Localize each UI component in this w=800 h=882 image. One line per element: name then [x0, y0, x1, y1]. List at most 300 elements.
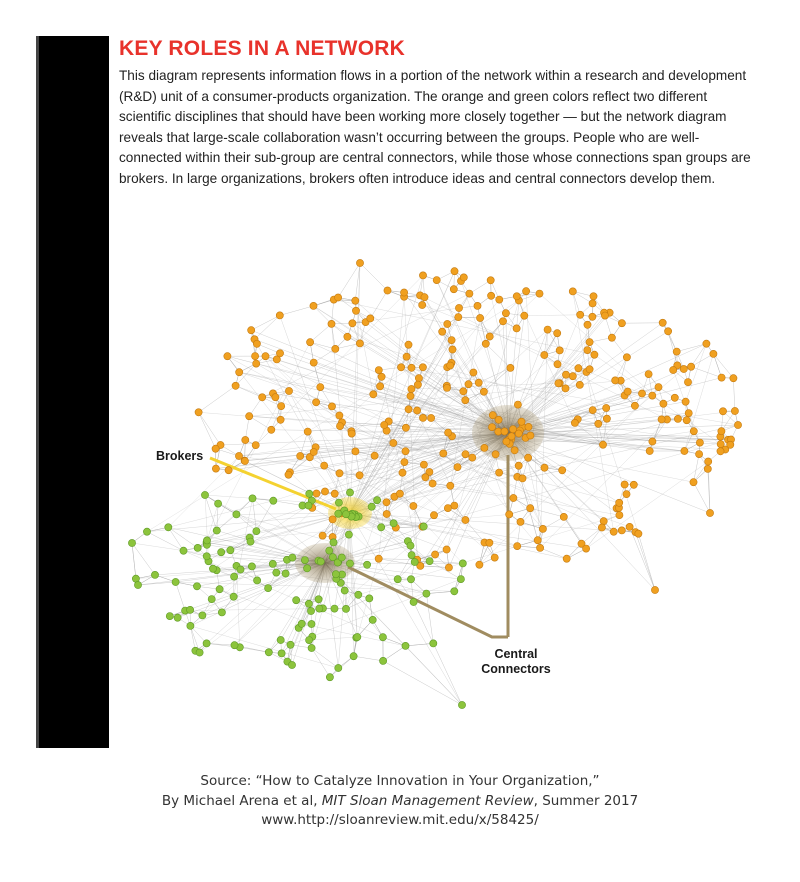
green-node	[265, 585, 272, 592]
orange-node	[401, 459, 408, 466]
green-node	[354, 633, 361, 640]
orange-node	[336, 412, 343, 419]
network-edge	[199, 386, 236, 413]
orange-node	[465, 381, 472, 388]
green-node	[335, 510, 342, 517]
network-edge	[312, 648, 330, 677]
green-node	[402, 642, 409, 649]
orange-node	[272, 394, 279, 401]
orange-node	[680, 365, 687, 372]
orange-node	[443, 546, 450, 553]
orange-node	[398, 364, 405, 371]
green-node	[331, 605, 338, 612]
orange-node	[541, 351, 548, 358]
orange-node	[383, 510, 390, 517]
orange-node	[513, 325, 520, 332]
orange-node	[623, 491, 630, 498]
network-nodes	[128, 259, 741, 708]
orange-node	[252, 442, 259, 449]
orange-node	[665, 328, 672, 335]
orange-node	[655, 384, 662, 391]
orange-node	[683, 417, 690, 424]
green-node	[369, 616, 376, 623]
orange-node	[562, 371, 569, 378]
orange-node	[514, 543, 521, 550]
green-node	[218, 609, 225, 616]
orange-node	[449, 346, 456, 353]
orange-node	[462, 516, 469, 523]
network-edge	[638, 534, 655, 590]
green-node	[287, 641, 294, 648]
orange-node	[460, 388, 467, 395]
orange-node	[696, 439, 703, 446]
network-edge	[338, 263, 360, 298]
orange-node	[612, 377, 619, 384]
orange-node	[419, 414, 426, 421]
network-edge	[132, 543, 155, 575]
green-node	[201, 491, 208, 498]
orange-node	[414, 407, 421, 414]
orange-node	[727, 441, 734, 448]
green-node	[378, 524, 385, 531]
orange-node	[447, 362, 454, 369]
orange-node	[487, 277, 494, 284]
green-node	[332, 571, 339, 578]
green-node	[218, 549, 225, 556]
orange-node	[638, 390, 645, 397]
orange-node	[717, 441, 724, 448]
orange-node	[444, 505, 451, 512]
orange-node	[232, 382, 239, 389]
green-node	[306, 637, 313, 644]
orange-node	[704, 465, 711, 472]
orange-node	[674, 415, 681, 422]
network-edge	[406, 643, 434, 646]
orange-node	[496, 296, 503, 303]
orange-node	[253, 340, 260, 347]
orange-node	[690, 479, 697, 486]
green-node	[231, 642, 238, 649]
orange-node	[329, 516, 336, 523]
orange-node	[439, 328, 446, 335]
orange-node	[659, 319, 666, 326]
green-node	[305, 600, 312, 607]
green-node	[199, 612, 206, 619]
orange-node	[445, 564, 452, 571]
green-node	[247, 538, 254, 545]
orange-node	[688, 363, 695, 370]
orange-node	[482, 340, 489, 347]
orange-node	[734, 421, 741, 428]
source-journal: MIT Sloan Management Review	[321, 792, 534, 809]
orange-node	[443, 384, 450, 391]
green-node	[390, 520, 397, 527]
orange-node	[429, 480, 436, 487]
orange-node	[277, 416, 284, 423]
orange-node	[508, 433, 515, 440]
orange-node	[304, 428, 311, 435]
orange-node	[710, 350, 717, 357]
green-node	[335, 664, 342, 671]
orange-node	[569, 373, 576, 380]
orange-node	[589, 313, 596, 320]
green-node	[458, 701, 465, 708]
network-edge	[426, 591, 454, 593]
green-node	[187, 606, 194, 613]
orange-node	[352, 448, 359, 455]
green-node	[134, 581, 141, 588]
orange-node	[623, 354, 630, 361]
orange-node	[509, 426, 516, 433]
orange-node	[670, 366, 677, 373]
orange-node	[515, 462, 522, 469]
orange-node	[555, 380, 562, 387]
orange-node	[285, 387, 292, 394]
orange-node	[428, 414, 435, 421]
orange-node	[235, 452, 242, 459]
orange-node	[584, 347, 591, 354]
orange-node	[496, 469, 503, 476]
network-edge	[132, 543, 136, 579]
green-node	[282, 570, 289, 577]
orange-node	[344, 333, 351, 340]
orange-node	[618, 320, 625, 327]
orange-node	[576, 381, 583, 388]
green-node	[346, 489, 353, 496]
green-node	[248, 563, 255, 570]
network-edge	[430, 561, 463, 563]
network-edge	[420, 566, 449, 568]
description-paragraph: This diagram represents information flows in a portion of the network within a research and development (R&D) unit of a consumer-products organization. The orange and green colors reflect two different scientific disciplines that should have been working more closely together — but the network diagram reveals that large-scale collaboration wasn’t occurring between the groups. People who are well-connected within their sub-group are central connectors, while those whose connections span groups are brokers. In large organizations, brokers often introduce ideas and central connectors develop them.	[119, 68, 751, 186]
network-edge	[433, 643, 462, 705]
orange-node	[488, 424, 495, 431]
orange-node	[419, 301, 426, 308]
green-node	[407, 542, 414, 549]
green-node	[265, 649, 272, 656]
orange-node	[476, 561, 483, 568]
network-edge	[199, 412, 216, 448]
orange-node	[589, 300, 596, 307]
green-node	[165, 524, 172, 531]
green-node	[187, 622, 194, 629]
green-node	[355, 591, 362, 598]
orange-node	[455, 314, 462, 321]
orange-node	[718, 428, 725, 435]
orange-node	[705, 458, 712, 465]
green-node	[326, 547, 333, 554]
green-node	[237, 566, 244, 573]
orange-node	[684, 379, 691, 386]
green-node	[315, 596, 322, 603]
orange-node	[517, 518, 524, 525]
orange-node	[447, 482, 454, 489]
orange-node	[371, 452, 378, 459]
orange-node	[407, 392, 414, 399]
orange-node	[571, 419, 578, 426]
orange-node	[336, 423, 343, 430]
green-node	[143, 528, 150, 535]
green-node	[423, 590, 430, 597]
green-node	[364, 561, 371, 568]
orange-node	[511, 447, 518, 454]
green-node	[308, 620, 315, 627]
central-connectors-label	[476, 647, 556, 677]
orange-node	[455, 304, 462, 311]
orange-node	[253, 360, 260, 367]
network-edge	[383, 646, 405, 661]
network-edge	[168, 527, 183, 550]
orange-node	[285, 471, 292, 478]
network-edge	[360, 263, 388, 291]
orange-node	[562, 385, 569, 392]
orange-node	[331, 490, 338, 497]
orange-node	[560, 513, 567, 520]
orange-node	[589, 407, 596, 414]
network-edge	[733, 378, 735, 411]
green-node	[366, 595, 373, 602]
green-node	[326, 674, 333, 681]
green-node	[342, 511, 349, 518]
orange-node	[469, 454, 476, 461]
network-edge	[309, 637, 357, 640]
network-edge	[636, 532, 656, 590]
orange-node	[608, 334, 615, 341]
orange-node	[310, 359, 317, 366]
orange-node	[610, 528, 617, 535]
network-edge	[630, 527, 655, 590]
orange-node	[717, 448, 724, 455]
green-node	[345, 531, 352, 538]
orange-node	[703, 340, 710, 347]
orange-node	[321, 488, 328, 495]
orange-node	[556, 347, 563, 354]
orange-node	[630, 481, 637, 488]
orange-node	[432, 551, 439, 558]
orange-node	[252, 353, 259, 360]
orange-node	[591, 351, 598, 358]
orange-node	[523, 288, 530, 295]
green-node	[203, 553, 210, 560]
orange-node	[489, 412, 496, 419]
source-line-2	[0, 792, 800, 812]
orange-node	[563, 555, 570, 562]
green-node	[172, 578, 179, 585]
network-edge	[251, 315, 280, 330]
orange-node	[420, 461, 427, 468]
orange-node	[278, 403, 285, 410]
orange-node	[480, 388, 487, 395]
green-node	[301, 557, 308, 564]
orange-node	[584, 321, 591, 328]
green-node	[180, 547, 187, 554]
orange-node	[313, 490, 320, 497]
green-node	[394, 576, 401, 583]
orange-node	[586, 339, 593, 346]
green-node	[410, 598, 417, 605]
green-node	[298, 620, 305, 627]
green-node	[230, 593, 237, 600]
orange-node	[224, 353, 231, 360]
orange-node	[730, 375, 737, 382]
orange-node	[399, 469, 406, 476]
orange-node	[499, 318, 506, 325]
orange-node	[541, 464, 548, 471]
orange-node	[525, 454, 532, 461]
green-node	[308, 644, 315, 651]
orange-node	[317, 384, 324, 391]
orange-node	[370, 391, 377, 398]
orange-node	[626, 523, 633, 530]
green-node	[213, 527, 220, 534]
orange-node	[481, 444, 488, 451]
green-node	[289, 554, 296, 561]
orange-node	[603, 404, 610, 411]
orange-node	[618, 527, 625, 534]
orange-node	[381, 421, 388, 428]
orange-node	[276, 350, 283, 357]
orange-node	[401, 289, 408, 296]
source-citation	[0, 772, 800, 831]
orange-node	[246, 413, 253, 420]
orange-node	[377, 383, 384, 390]
network-diagram	[110, 245, 760, 725]
orange-node	[356, 259, 363, 266]
orange-node	[405, 341, 412, 348]
orange-node	[328, 320, 335, 327]
green-node	[215, 500, 222, 507]
source-authors: By Michael Arena et al,	[161, 792, 322, 809]
orange-node	[422, 474, 429, 481]
green-node	[203, 537, 210, 544]
orange-node	[410, 502, 417, 509]
orange-node	[375, 555, 382, 562]
orange-node	[352, 297, 359, 304]
green-node	[407, 576, 414, 583]
green-node	[227, 547, 234, 554]
green-node	[203, 640, 210, 647]
source-date: , Summer 2017	[533, 792, 639, 809]
orange-node	[527, 505, 534, 512]
green-node	[254, 577, 261, 584]
orange-node	[241, 457, 248, 464]
orange-node	[631, 402, 638, 409]
left-accent-bar	[36, 36, 109, 748]
orange-node	[685, 410, 692, 417]
orange-node	[440, 450, 447, 457]
orange-node	[539, 525, 546, 532]
orange-node	[527, 432, 534, 439]
orange-node	[488, 292, 495, 299]
orange-node	[506, 511, 513, 518]
orange-node	[595, 420, 602, 427]
green-node	[216, 586, 223, 593]
green-node	[231, 573, 238, 580]
orange-node	[486, 539, 493, 546]
green-node	[379, 634, 386, 641]
orange-node	[621, 481, 628, 488]
green-node	[426, 558, 433, 565]
green-node	[338, 554, 345, 561]
orange-node	[731, 407, 738, 414]
orange-node	[276, 312, 283, 319]
green-node	[305, 502, 312, 509]
orange-node	[195, 409, 202, 416]
green-node	[128, 539, 135, 546]
green-node	[253, 528, 260, 535]
green-node	[277, 636, 284, 643]
orange-node	[297, 452, 304, 459]
orange-node	[507, 364, 514, 371]
orange-node	[332, 345, 339, 352]
orange-node	[408, 385, 415, 392]
orange-node	[242, 436, 249, 443]
green-node	[273, 569, 280, 576]
orange-node	[554, 330, 561, 337]
orange-node	[390, 439, 397, 446]
orange-node	[559, 467, 566, 474]
orange-node	[384, 287, 391, 294]
orange-node	[402, 424, 409, 431]
orange-node	[378, 373, 385, 380]
source-line-1: Source: “How to Catalyze Innovation in Your Organization,”	[200, 773, 600, 789]
orange-node	[444, 320, 451, 327]
network-edge	[694, 482, 711, 513]
central-connectors-label-line2: Connectors	[481, 662, 551, 676]
orange-node	[310, 302, 317, 309]
orange-node	[313, 399, 320, 406]
green-node	[196, 649, 203, 656]
green-node	[151, 571, 158, 578]
orange-node	[671, 394, 678, 401]
orange-node	[537, 544, 544, 551]
orange-node	[616, 499, 623, 506]
green-node	[420, 523, 427, 530]
orange-node	[501, 428, 508, 435]
orange-node	[649, 392, 656, 399]
network-edge	[253, 498, 257, 531]
green-node	[457, 576, 464, 583]
page-title: KEY ROLES IN A NETWORK	[119, 37, 405, 60]
green-node	[411, 558, 418, 565]
green-node	[269, 560, 276, 567]
orange-node	[336, 470, 343, 477]
orange-node	[348, 430, 355, 437]
network-edge	[176, 582, 186, 611]
orange-node	[236, 369, 243, 376]
orange-node	[419, 272, 426, 279]
green-node	[233, 511, 240, 518]
network-edge	[199, 412, 221, 445]
orange-node	[466, 290, 473, 297]
green-node	[330, 539, 337, 546]
orange-node	[706, 509, 713, 516]
network-edge	[354, 656, 384, 661]
orange-node	[681, 447, 688, 454]
green-node	[270, 497, 277, 504]
orange-node	[356, 340, 363, 347]
orange-node	[673, 348, 680, 355]
network-edge	[256, 501, 273, 531]
green-node	[193, 583, 200, 590]
orange-node	[690, 428, 697, 435]
orange-node	[660, 400, 667, 407]
orange-node	[577, 311, 584, 318]
orange-node	[510, 494, 517, 501]
orange-node	[521, 312, 528, 319]
orange-node	[433, 277, 440, 284]
orange-node	[451, 268, 458, 275]
green-node	[208, 596, 215, 603]
